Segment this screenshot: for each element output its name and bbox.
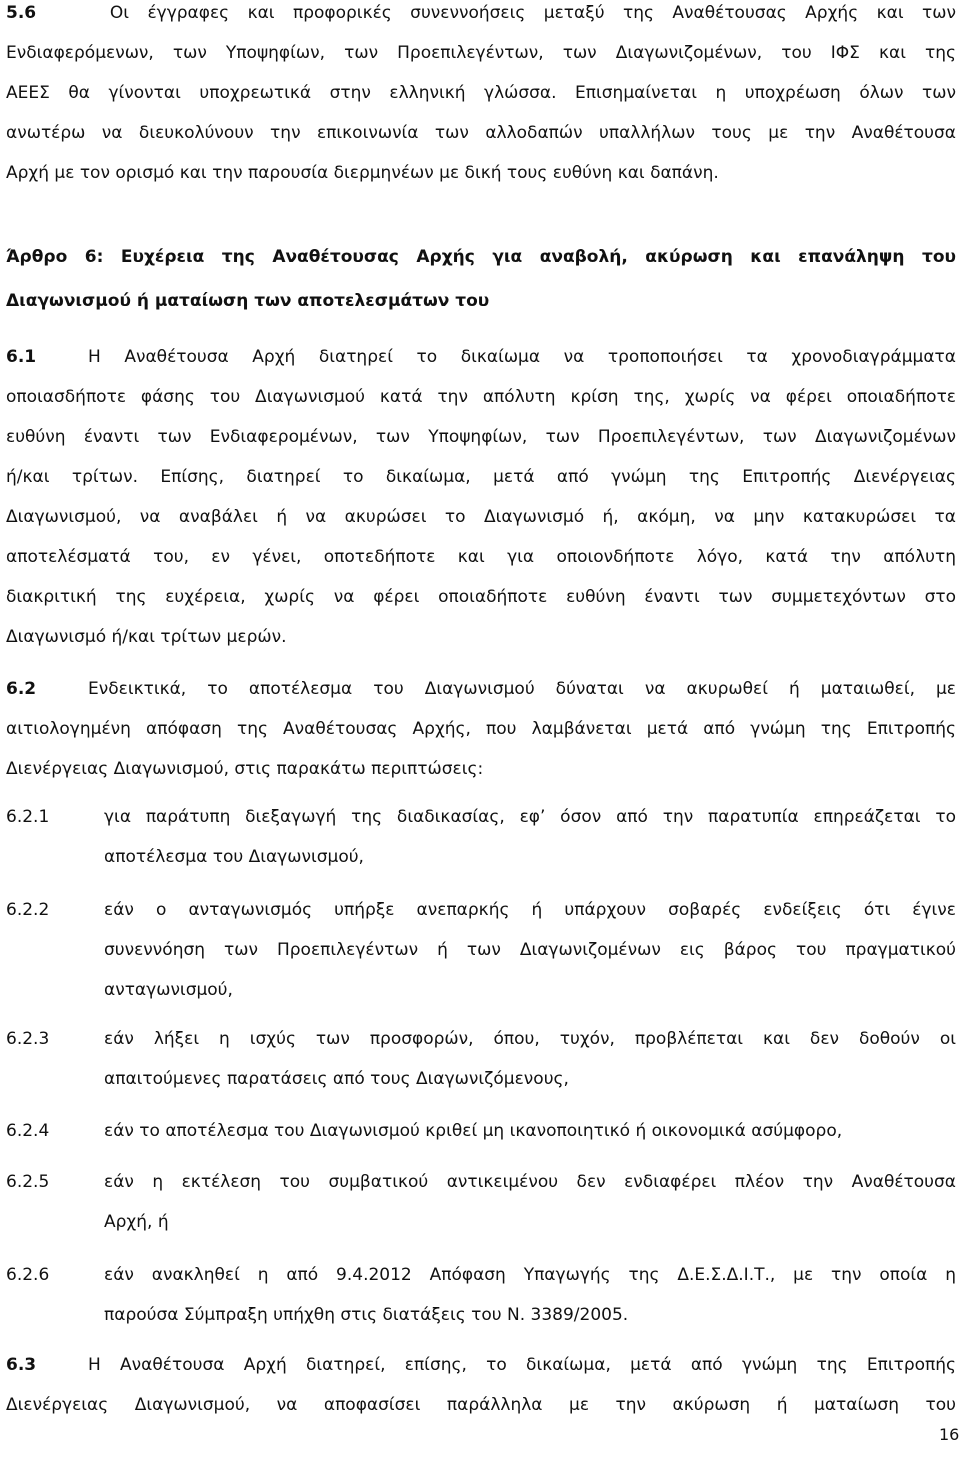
section-number: 6.2 bbox=[6, 679, 37, 699]
item-text: για παράτυπη διεξαγωγή της διαδικασίας, εφ’ όσον από την παρατυπία επηρεάζεται το αποτέλεσμα του Διαγωνισμού, bbox=[104, 807, 956, 867]
article-heading-line-1: Άρθρο 6: Ευχέρεια της Αναθέτουσας Αρχής για αναβολή, ακύρωση και επανάληψη του bbox=[6, 247, 956, 267]
section-5-6-line-5: Αρχή με τον ορισμό και την παρουσία διερμηνέων με δική τους ευθύνη και δαπάνη. bbox=[6, 163, 719, 183]
item-text: εάν λήξει η ισχύς των προσφορών, όπου, τυχόν, προβλέπεται και δεν δοθούν οι απαιτούμενες παρατάσεις από τους Διαγωνιζόμενους, bbox=[104, 1029, 956, 1089]
section-6-2-line-2: αιτιολογημένη απόφαση της Αναθέτουσας Αρχής, που λαμβάνεται μετά από γνώμη της Επιτροπής bbox=[6, 719, 956, 739]
item-number: 6.2.4 bbox=[6, 1121, 50, 1141]
section-6-3-line-2: Διενέργειας Διαγωνισμού, να αποφασίσει παράλληλα με την ακύρωση ή ματαίωση του bbox=[6, 1395, 956, 1415]
section-6-1-line-3: ευθύνη έναντι των Ενδιαφερομένων, των Υποψηφίων, των Προεπιλεγέντων, των Διαγωνιζομένων bbox=[6, 427, 956, 447]
section-number: 6.3 bbox=[6, 1355, 37, 1375]
section-6-1 bbox=[6, 337, 956, 657]
section-6-3-line-1: 6.3 Η Αναθέτουσα Αρχή διατηρεί, επίσης, το δικαίωμα, μετά από γνώμη της Επιτροπής bbox=[6, 1345, 956, 1385]
item-number: 6.2.3 bbox=[6, 1029, 50, 1049]
article-heading-line-2: Διαγωνισμού ή ματαίωση των αποτελεσμάτων του bbox=[6, 291, 490, 311]
section-6-1-line-5: Διαγωνισμού, να αναβάλει ή να ακυρώσει το Διαγωνισμό ή, ακόμη, να μην κατακυρώσει τα bbox=[6, 507, 956, 527]
section-5-6 bbox=[6, 0, 956, 193]
section-6-2-line-1: 6.2 Ενδεικτικά, το αποτέλεσμα του Διαγωνισμού δύναται να ακυρωθεί ή ματαιωθεί, με bbox=[6, 669, 956, 709]
page-number: 16 bbox=[939, 1425, 960, 1444]
section-6-2-line-3: Διενέργειας Διαγωνισμού, στις παρακάτω περιπτώσεις: bbox=[6, 759, 484, 779]
item-text: εάν ο ανταγωνισμός υπήρξε ανεπαρκής ή υπάρχουν σοβαρές ενδείξεις ότι έγινε συνεννόηση των Προεπιλεγέντων ή των Διαγωνιζομένων εις βάρος του πραγματικού ανταγωνισμού, bbox=[104, 900, 956, 1000]
section-5-6-line-2: Ενδιαφερόμενων, των Υποψηφίων, των Προεπιλεγέντων, των Διαγωνιζομένων, του ΙΦΣ και της bbox=[6, 43, 956, 63]
section-6-3 bbox=[6, 1345, 956, 1425]
section-6-1-line-6: αποτελέσματά του, εν γένει, οποτεδήποτε και για οποιονδήποτε λόγο, κατά την απόλυτη bbox=[6, 547, 956, 567]
section-5-6-line-4: ανωτέρω να διευκολύνουν την επικοινωνία των αλλοδαπών υπαλλήλων τους με την Αναθέτουσα bbox=[6, 123, 956, 143]
section-6-2 bbox=[6, 669, 956, 789]
section-6-1-line-7: διακριτική της ευχέρεια, χωρίς να φέρει οποιαδήποτε ευθύνη έναντι των συμμετεχόντων στο bbox=[6, 587, 956, 607]
item-number: 6.2.2 bbox=[6, 900, 50, 920]
item-number: 6.2.6 bbox=[6, 1265, 50, 1285]
section-5-6-line-3: ΑΕΕΣ θα γίνονται υποχρεωτικά στην ελληνική γλώσσα. Επισημαίνεται η υποχρέωση όλων των bbox=[6, 83, 956, 103]
section-6-1-line-1: 6.1 Η Αναθέτουσα Αρχή διατηρεί το δικαίωμα να τροποποιήσει τα χρονοδιαγράμματα bbox=[6, 337, 956, 377]
item-number: 6.2.5 bbox=[6, 1172, 50, 1192]
item-text: εάν το αποτέλεσμα του Διαγωνισμού κριθεί μη ικανοποιητικό ή οικονομικά ασύμφορο, bbox=[104, 1121, 843, 1141]
section-number: 6.1 bbox=[6, 347, 37, 367]
section-6-1-line-2: οποιασδήποτε φάσης του Διαγωνισμού κατά την απόλυτη κρίση της, χωρίς να φέρει οποιαδήποτε bbox=[6, 387, 956, 407]
item-number: 6.2.1 bbox=[6, 807, 50, 827]
section-5-6-line-1: 5.6 Οι έγγραφες και προφορικές συνεννοήσεις μεταξύ της Αναθέτουσας Αρχής και των bbox=[6, 3, 956, 23]
section-6-1-line-4: ή/και τρίτων. Επίσης, διατηρεί το δικαίωμα, μετά από γνώμη της Επιτροπής Διενέργειας bbox=[6, 467, 956, 487]
article-6-heading bbox=[6, 235, 956, 323]
item-text: εάν η εκτέλεση του συμβατικού αντικειμένου δεν ενδιαφέρει πλέον την Αναθέτουσα Αρχή, ή bbox=[104, 1172, 956, 1232]
item-text: εάν ανακληθεί η από 9.4.2012 Απόφαση Υπαγωγής της Δ.Ε.Σ.Δ.Ι.Τ., με την οποία η παρούσα Σύμπραξη υπήχθη στις διατάξεις του Ν. 3389/2005. bbox=[104, 1265, 956, 1325]
section-6-1-line-8: Διαγωνισμό ή/και τρίτων μερών. bbox=[6, 627, 287, 647]
section-number: 5.6 bbox=[6, 3, 37, 23]
